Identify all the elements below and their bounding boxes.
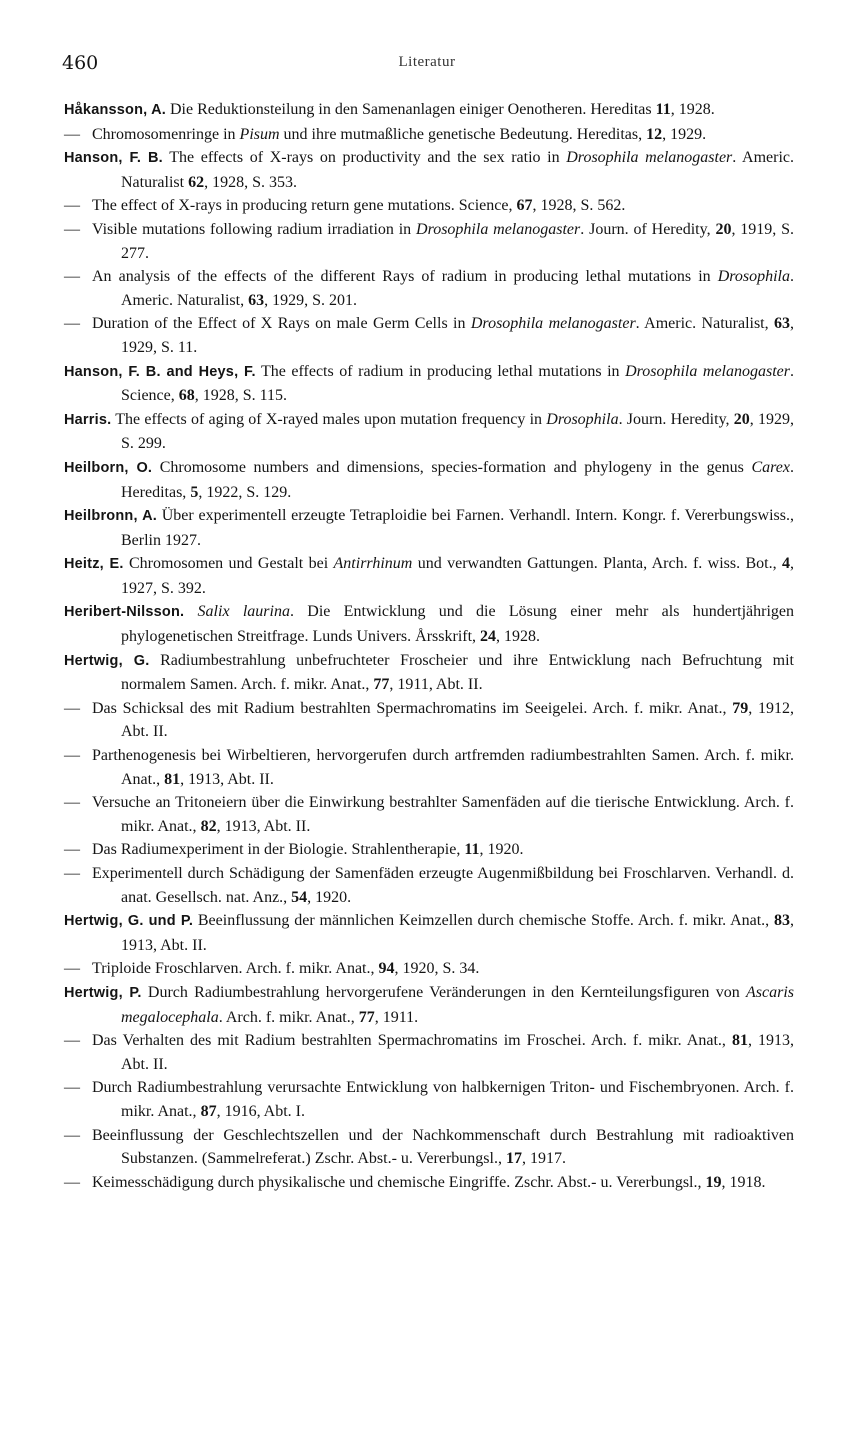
entry-volume: 94 [378, 960, 395, 978]
entry-volume: 77 [358, 1008, 375, 1026]
entry-author: Håkansson, A. [64, 102, 166, 118]
bibliography-entry [64, 146, 794, 194]
entry-text: . Die Entwicklung und die Lösung einer mehr als hundertjährigen phylogenetischen Streitfrage. Lunds Univers. Årsskrift, [121, 603, 795, 646]
entry-text: . Science, [121, 362, 795, 405]
entry-volume: 5 [190, 483, 199, 501]
entry-author: Heitz, E. [64, 556, 124, 573]
entry-text: Keimesschädigung durch physikalische und chemische Eingriffe. Zschr. Abst.- u. Vererbungsl., [92, 1173, 706, 1191]
bibliography-entry [64, 456, 794, 504]
bibliography-entry [64, 123, 794, 147]
bibliography-entry [64, 194, 794, 218]
bibliography-entry [64, 697, 794, 744]
entry-text: . Americ. Naturalist [121, 149, 795, 191]
entry-species-name: Ascaris megalocephala [121, 983, 794, 1026]
entry-volume: 19 [705, 1173, 722, 1191]
entry-author: Hertwig, G. und P. [64, 913, 194, 930]
repeat-author-dash: — [64, 220, 80, 238]
entry-text: , 1929, S. 201. [264, 291, 357, 309]
entry-volume: 82 [200, 817, 217, 835]
entry-species-name: Pisum [239, 125, 280, 143]
entry-text: Parthenogenesis bei Wirbeltieren, hervorgerufen durch artfremden radiumbestrahlten Samen. Arch. f. mikr. Anat., [92, 747, 794, 788]
entry-text: . Journ. Heredity, [618, 410, 734, 428]
page-header [62, 52, 792, 78]
entry-text: , 1913, Abt. II. [121, 912, 794, 954]
entry-author: Hertwig, G. [64, 652, 150, 669]
entry-text: Versuche an Tritoneiern über die Einwirkung bestrahlter Samenfäden auf die tierische Entwicklung. Arch. f. mikr. Anat., [92, 794, 794, 835]
entry-text: Das Schicksal des mit Radium bestrahlten Spermachromatins im Seeigelei. Arch. f. mikr. Anat., [92, 699, 733, 717]
bibliography-entry [64, 981, 794, 1029]
entry-text: Durch Radiumbestrahlung verursachte Entwicklung von halbkernigen Triton- und Fischembryonen. Arch. f. mikr. Anat., [92, 1079, 794, 1120]
repeat-author-dash: — [64, 1032, 80, 1050]
entry-species-name: Salix laurina [197, 603, 290, 621]
entry-species-name: Drosophila melanogaster [416, 220, 581, 238]
entry-species-name: Drosophila melanogaster [470, 315, 636, 333]
entry-volume: 83 [774, 912, 790, 930]
entry-text: , 1918. [721, 1173, 766, 1191]
bibliography-entry [64, 218, 794, 265]
repeat-author-dash: — [64, 125, 80, 143]
entry-species-name: Drosophila melanogaster [566, 149, 733, 167]
bibliography-entry [64, 98, 794, 123]
entry-text: , 1917. [521, 1150, 566, 1168]
entry-volume: 11 [464, 841, 480, 859]
entry-volume: 79 [732, 699, 749, 717]
entry-text: Triploide Froschlarven. Arch. f. mikr. Anat., [92, 960, 379, 978]
entry-text: , 1913, Abt. II. [121, 1032, 794, 1073]
entry-text [184, 603, 197, 620]
entry-text: Beeinflussung der Geschlechtszellen und der Nachkommenschaft durch Bestrahlung mit radioaktiven Substanzen. (Sammelreferat.) Zschr. Abst.- u. Vererbungsl., [92, 1126, 794, 1168]
entry-text: , 1920. [307, 888, 352, 906]
repeat-author-dash: — [64, 315, 80, 333]
bibliography-entry [64, 1029, 794, 1076]
repeat-author-dash: — [64, 794, 80, 812]
repeat-author-dash: — [64, 197, 80, 215]
bibliography-entry [64, 1171, 794, 1195]
bibliography-entry [64, 957, 794, 981]
bibliography-entry [64, 909, 794, 957]
entry-text: , 1911, Abt. II. [389, 676, 483, 694]
entry-text: Das Radiumexperiment in der Biologie. Strahlentherapie, [92, 841, 465, 859]
entry-species-name: Drosophila [717, 268, 790, 286]
entry-text: Durch Radiumbestrahlung hervorgerufene Veränderungen in den Kernteilungsfiguren von [141, 983, 746, 1001]
entry-volume: 20 [715, 220, 732, 238]
entry-volume: 24 [480, 628, 497, 646]
entry-author: Hertwig, P. [64, 984, 142, 1001]
entry-author: Hanson, F. B. [64, 150, 163, 167]
entry-text: , 1920, S. 34. [394, 960, 480, 978]
entry-volume: 20 [733, 410, 750, 428]
entry-text: , 1920. [479, 841, 524, 859]
entry-text: , 1911. [374, 1008, 419, 1026]
entry-text: , 1929, S. 299. [121, 410, 794, 453]
entry-volume: 67 [516, 197, 533, 215]
entry-text: , 1912, Abt. II. [121, 699, 795, 741]
bibliography-entry [64, 408, 794, 456]
repeat-author-dash: — [64, 1126, 80, 1144]
bibliography-entry [64, 312, 794, 359]
bibliography-entry [64, 265, 794, 312]
entry-text: , 1928. [670, 101, 715, 118]
entry-species-name: Drosophila melanogaster [625, 362, 791, 380]
entry-text: The effects of aging of X-rayed males upon mutation frequency in [111, 410, 547, 428]
entry-text: Über experimentell erzeugte Tetraploidie bei Farnen. Verhandl. Intern. Kongr. f. Vererbungswiss., Berlin 1927. [121, 507, 794, 549]
entry-text: Experimentell durch Schädigung der Samenfäden erzeugte Augenmißbildung bei Froschlarven. Verhandl. d. anat. Gesellsch. nat. Anz., [92, 865, 794, 906]
entry-text: , 1919, S. 277. [121, 220, 795, 262]
entry-text: An analysis of the effects of the different Rays of radium in producing lethal mutations in [92, 268, 718, 286]
bibliography-entry [64, 791, 794, 838]
repeat-author-dash: — [64, 865, 80, 882]
entry-text: , 1928, S. 353. [204, 173, 297, 191]
entry-text: und ihre mutmaßliche genetische Bedeutung. Hereditas, [279, 125, 647, 143]
entry-text: . Americ. Naturalist, [121, 268, 794, 309]
repeat-author-dash: — [64, 747, 80, 765]
entry-volume: 4 [782, 555, 790, 573]
entry-volume: 81 [164, 770, 181, 788]
entry-text: Radiumbestrahlung unbefruchteter Froscheier und ihre Entwicklung nach Befruchtung mit normalem Samen. Arch. f. mikr. Anat., [121, 651, 794, 694]
entry-volume: 87 [200, 1102, 217, 1120]
entry-text: The effect of X-rays in producing return gene mutations. Science, [92, 197, 517, 215]
entry-text: , 1928, S. 562. [532, 197, 626, 215]
entry-text: , 1929, S. 11. [121, 315, 795, 356]
entry-text: . Journ. of Heredity, [580, 220, 716, 238]
entry-text: Visible mutations following radium irradiation in [92, 220, 417, 238]
bibliography-entry [64, 552, 794, 600]
entry-volume: 81 [731, 1032, 748, 1050]
running-title: Literatur [398, 54, 456, 70]
repeat-author-dash: — [64, 841, 80, 859]
entry-author: Hanson, F. B. and Heys, F. [64, 363, 256, 380]
entry-text: Chromosomen und Gestalt bei [123, 555, 334, 573]
repeat-author-dash: — [64, 1079, 80, 1097]
entry-species-name: Drosophila [546, 410, 619, 428]
bibliography-entry [64, 1124, 794, 1171]
entry-text: und verwandten Gattungen. Planta, Arch. f. wiss. Bot., [412, 555, 782, 573]
bibliography-entry [64, 1076, 794, 1123]
bibliography-entry [64, 862, 794, 909]
entry-text: . Hereditas, [121, 458, 794, 501]
bibliography-entry [64, 744, 794, 791]
entry-text: Das Verhalten des mit Radium bestrahlten Spermachromatins im Froschei. Arch. f. mikr. Anat., [92, 1032, 732, 1050]
entry-text: , 1927, S. 392. [121, 555, 794, 597]
bibliography-entry [64, 649, 794, 697]
entry-text: . Americ. Naturalist, [635, 315, 775, 333]
entry-text: Die Reduktionsteilung in den Samenanlagen einiger Oenotheren. Hereditas [165, 101, 656, 118]
entry-text: , 1922, S. 129. [198, 483, 292, 501]
entry-volume: 62 [188, 173, 205, 191]
entry-volume: 12 [646, 125, 663, 143]
bibliography-entry [64, 600, 794, 648]
entry-volume: 63 [774, 315, 791, 333]
entry-text: , 1913, Abt. II. [216, 817, 311, 835]
entry-text: Duration of the Effect of X Rays on male Germ Cells in [92, 315, 471, 333]
entry-volume: 77 [373, 676, 390, 694]
entry-author: Heilborn, O. [64, 459, 153, 476]
repeat-author-dash: — [64, 960, 80, 978]
entry-text: , 1916, Abt. I. [216, 1102, 306, 1120]
entry-text: , 1929. [662, 125, 707, 143]
entry-volume: 68 [178, 387, 195, 405]
entry-author: Harris. [64, 411, 112, 428]
repeat-author-dash: — [64, 268, 80, 286]
entry-text: , 1928. [496, 628, 541, 646]
entry-text: . Arch. f. mikr. Anat., [218, 1008, 359, 1026]
entry-volume: 17 [505, 1150, 522, 1168]
entry-author: Heribert-Nilsson. [64, 604, 185, 621]
entry-text: Chromosome numbers and dimensions, species-formation and phylogeny in the genus [152, 458, 752, 476]
page-number: 460 [62, 52, 99, 74]
entry-text: The effects of X-rays on productivity and the sex ratio in [162, 149, 567, 167]
repeat-author-dash: — [64, 699, 80, 717]
bibliography-entry [64, 360, 794, 408]
entry-text: Chromosomenringe in [92, 125, 240, 143]
entry-text: , 1928, S. 115. [194, 387, 288, 405]
bibliography-entry [64, 504, 794, 552]
bibliography-entry [64, 838, 794, 862]
entry-volume: 11 [655, 101, 671, 118]
entry-species-name: Antirrhinum [333, 555, 413, 573]
entry-author: Heilbronn, A. [64, 508, 158, 525]
repeat-author-dash: — [64, 1173, 80, 1191]
entry-volume: 63 [248, 291, 265, 309]
bibliography-list [64, 98, 794, 1194]
entry-text: The effects of radium in producing lethal mutations in [255, 362, 626, 380]
entry-text: , 1913, Abt. II. [180, 770, 274, 788]
entry-text: Beeinflussung der männlichen Keimzellen durch chemische Stoffe. Arch. f. mikr. Anat., [193, 912, 774, 930]
entry-volume: 54 [291, 888, 308, 906]
entry-species-name: Carex [751, 458, 790, 476]
